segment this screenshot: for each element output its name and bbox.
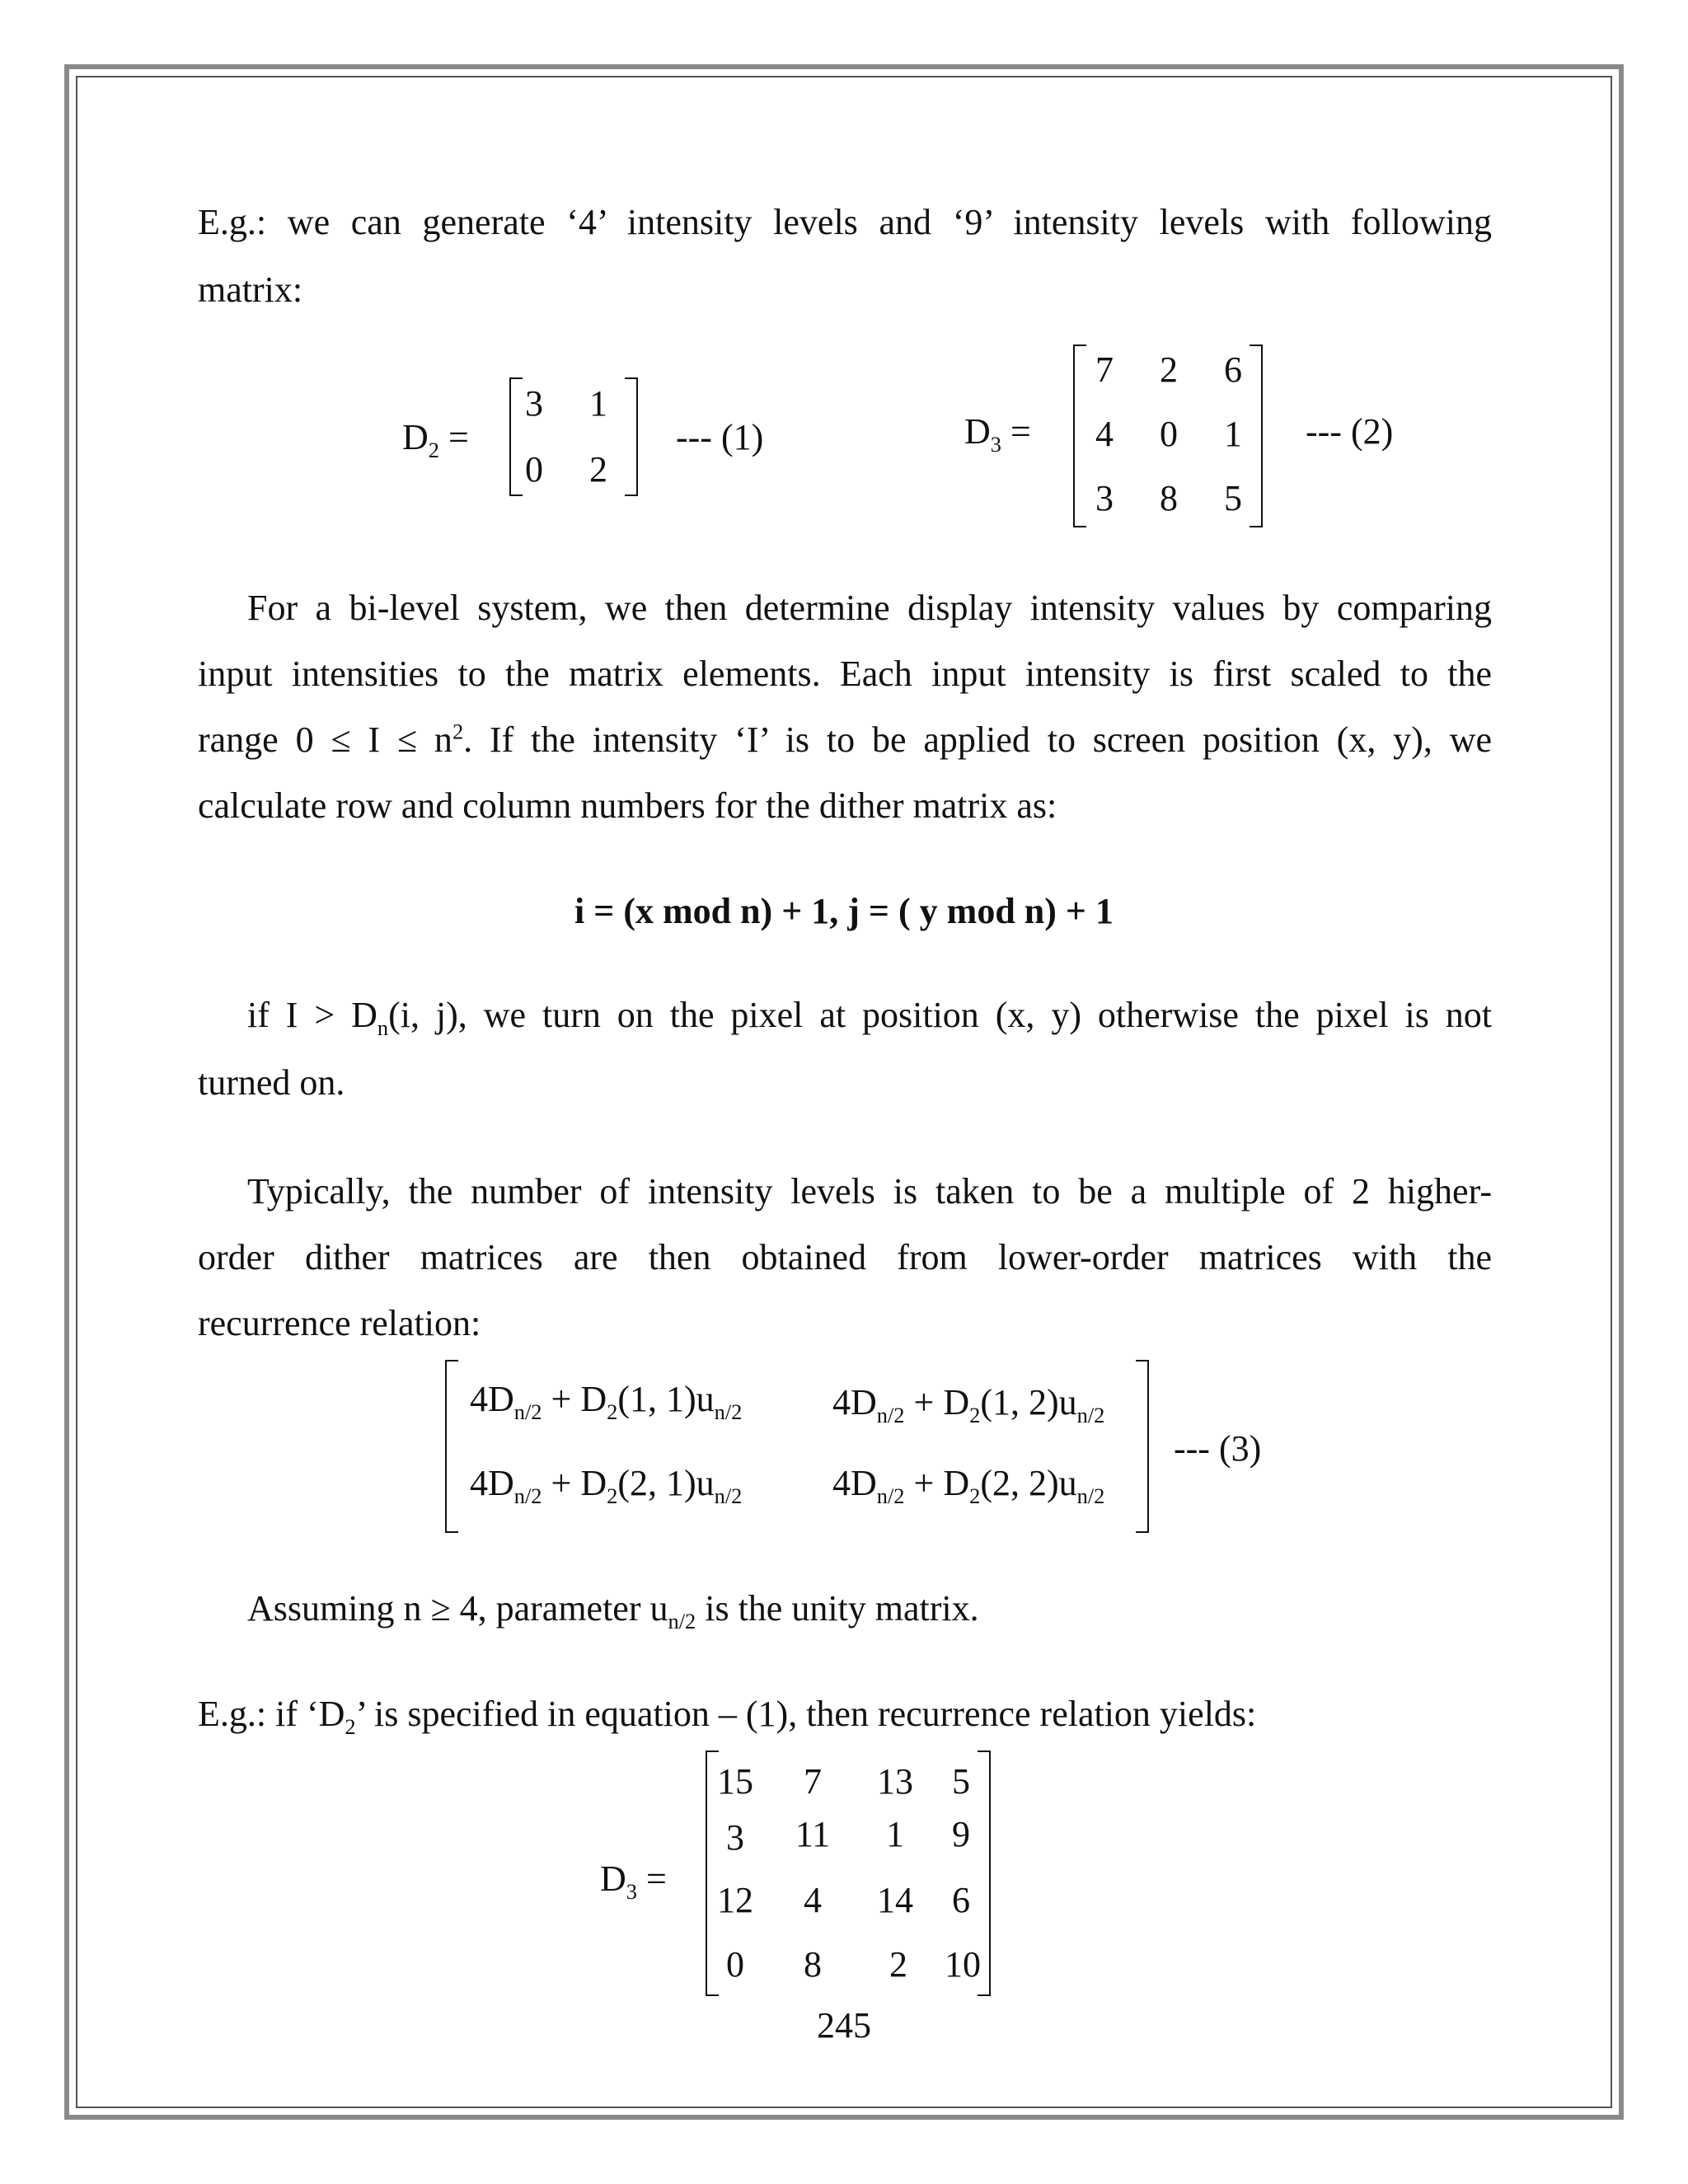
- recurrence-cell: $4D_{n/2} + D_2(2$, $2)u_{n/2}$: [832, 1463, 1105, 1508]
- matrix-d2-label: $D_2$ =: [402, 417, 469, 462]
- recurrence-right-bracket: [1136, 1360, 1149, 1533]
- matrix-d3a-cell: 8: [1160, 478, 1178, 518]
- intro-line-1: E.g.: we can generate ‘4’ intensity levels and ‘9’ intensity levels with following: [198, 204, 1492, 242]
- recurrence-cell: $4D_{n/2} + D_2(2$, $1)u_{n/2}$: [470, 1463, 743, 1508]
- matrix-d3b-cell: 7: [804, 1761, 822, 1802]
- matrix-d3b-cell: 11: [795, 1814, 831, 1854]
- matrix-d3b-cell: 15: [717, 1761, 753, 1802]
- assumption-line: Assuming n ≥ 4, parameter $u_{n/2}$ is the unity matrix.: [247, 1588, 979, 1633]
- matrix-d2-cell: 2: [589, 449, 607, 490]
- matrix-d3b-cell: 3: [726, 1817, 744, 1858]
- intro-line-2: matrix:: [198, 269, 303, 310]
- para1-line-4: calculate row and column numbers for the dither matrix as:: [198, 785, 1057, 826]
- matrix-d3a-cell: 6: [1224, 349, 1242, 390]
- matrix-d3b-cell: 12: [717, 1880, 753, 1920]
- para1-line-1: For a bi-level system, we then determine display intensity values by comparing: [247, 590, 1492, 628]
- para1-line-2: input intensities to the matrix elements. Each input intensity is first scaled to the: [198, 656, 1492, 694]
- recurrence-cell: $4D_{n/2} + D_2(1$, $1)u_{n/2}$: [470, 1379, 743, 1424]
- recurrence-left-bracket: [445, 1360, 458, 1533]
- matrix-d3a-cell: 2: [1160, 349, 1178, 390]
- matrix-d3b-label: $D_3$ =: [600, 1858, 667, 1904]
- matrix-d3a-label: $D_3$ =: [964, 411, 1031, 457]
- matrix-d3b-cell: 2: [889, 1944, 907, 1985]
- matrix-d3a-cell: 7: [1095, 349, 1114, 390]
- para2-line-1: if $I > D_n(i$, j), we turn on the pixel at position (x, y) otherwise the pixel is not: [247, 997, 1492, 1037]
- matrix-d3b-cell: 5: [952, 1761, 970, 1802]
- para1-line-3: range $0 \le I \le n^2$. If the intensity ‘I’ is to be applied to screen position (x, y), we: [198, 722, 1492, 760]
- equation-label-3: --- (3): [1174, 1428, 1262, 1469]
- matrix-d3b-cell: 8: [804, 1944, 822, 1985]
- para3-line-1: Typically, the number of intensity levels is taken to be a multiple of 2 higher-: [247, 1174, 1492, 1212]
- matrix-d3b-cell: 1: [886, 1814, 904, 1854]
- matrix-d3a-cell: 5: [1224, 478, 1242, 518]
- matrix-d3a-cell: 4: [1095, 414, 1114, 454]
- matrix-d3a-cell: 1: [1224, 414, 1242, 454]
- matrix-d2-cell: 1: [589, 383, 607, 424]
- para3-line-3: recurrence relation:: [198, 1303, 481, 1343]
- equation-label-1: --- (1): [676, 417, 764, 457]
- matrix-d3a-cell: 0: [1160, 414, 1178, 454]
- para2-line-2: turned on.: [198, 1062, 345, 1103]
- equation-label-2: --- (2): [1306, 411, 1394, 452]
- matrix-d3b-cell: 13: [877, 1761, 913, 1802]
- example2-line: E.g.: if ‘$D_2$’ is specified in equation – (1), then recurrence relation yields:: [198, 1694, 1257, 1739]
- matrix-d3b-cell: 10: [945, 1944, 981, 1985]
- matrix-d3b-cell: 4: [804, 1880, 822, 1920]
- matrix-d2-cell: 3: [525, 383, 543, 424]
- matrix-d3b-cell: 0: [726, 1944, 744, 1985]
- index-formula: i = (x mod n) + 1, j = ( y mod n) + 1: [574, 891, 1114, 931]
- matrix-d3b-cell: 6: [952, 1880, 970, 1920]
- recurrence-cell: $4D_{n/2} + D_2(1$, $2)u_{n/2}$: [832, 1382, 1105, 1427]
- matrix-d3b-cell: 14: [877, 1880, 913, 1920]
- matrix-d3a-cell: 3: [1095, 478, 1114, 518]
- page-number: 245: [817, 2005, 871, 2046]
- matrix-d2-right-bracket: [625, 377, 638, 496]
- matrix-d3b-cell: 9: [952, 1814, 970, 1854]
- matrix-d2-cell: 0: [525, 449, 543, 490]
- para3-line-2: order dither matrices are then obtained from lower-order matrices with the: [198, 1240, 1492, 1277]
